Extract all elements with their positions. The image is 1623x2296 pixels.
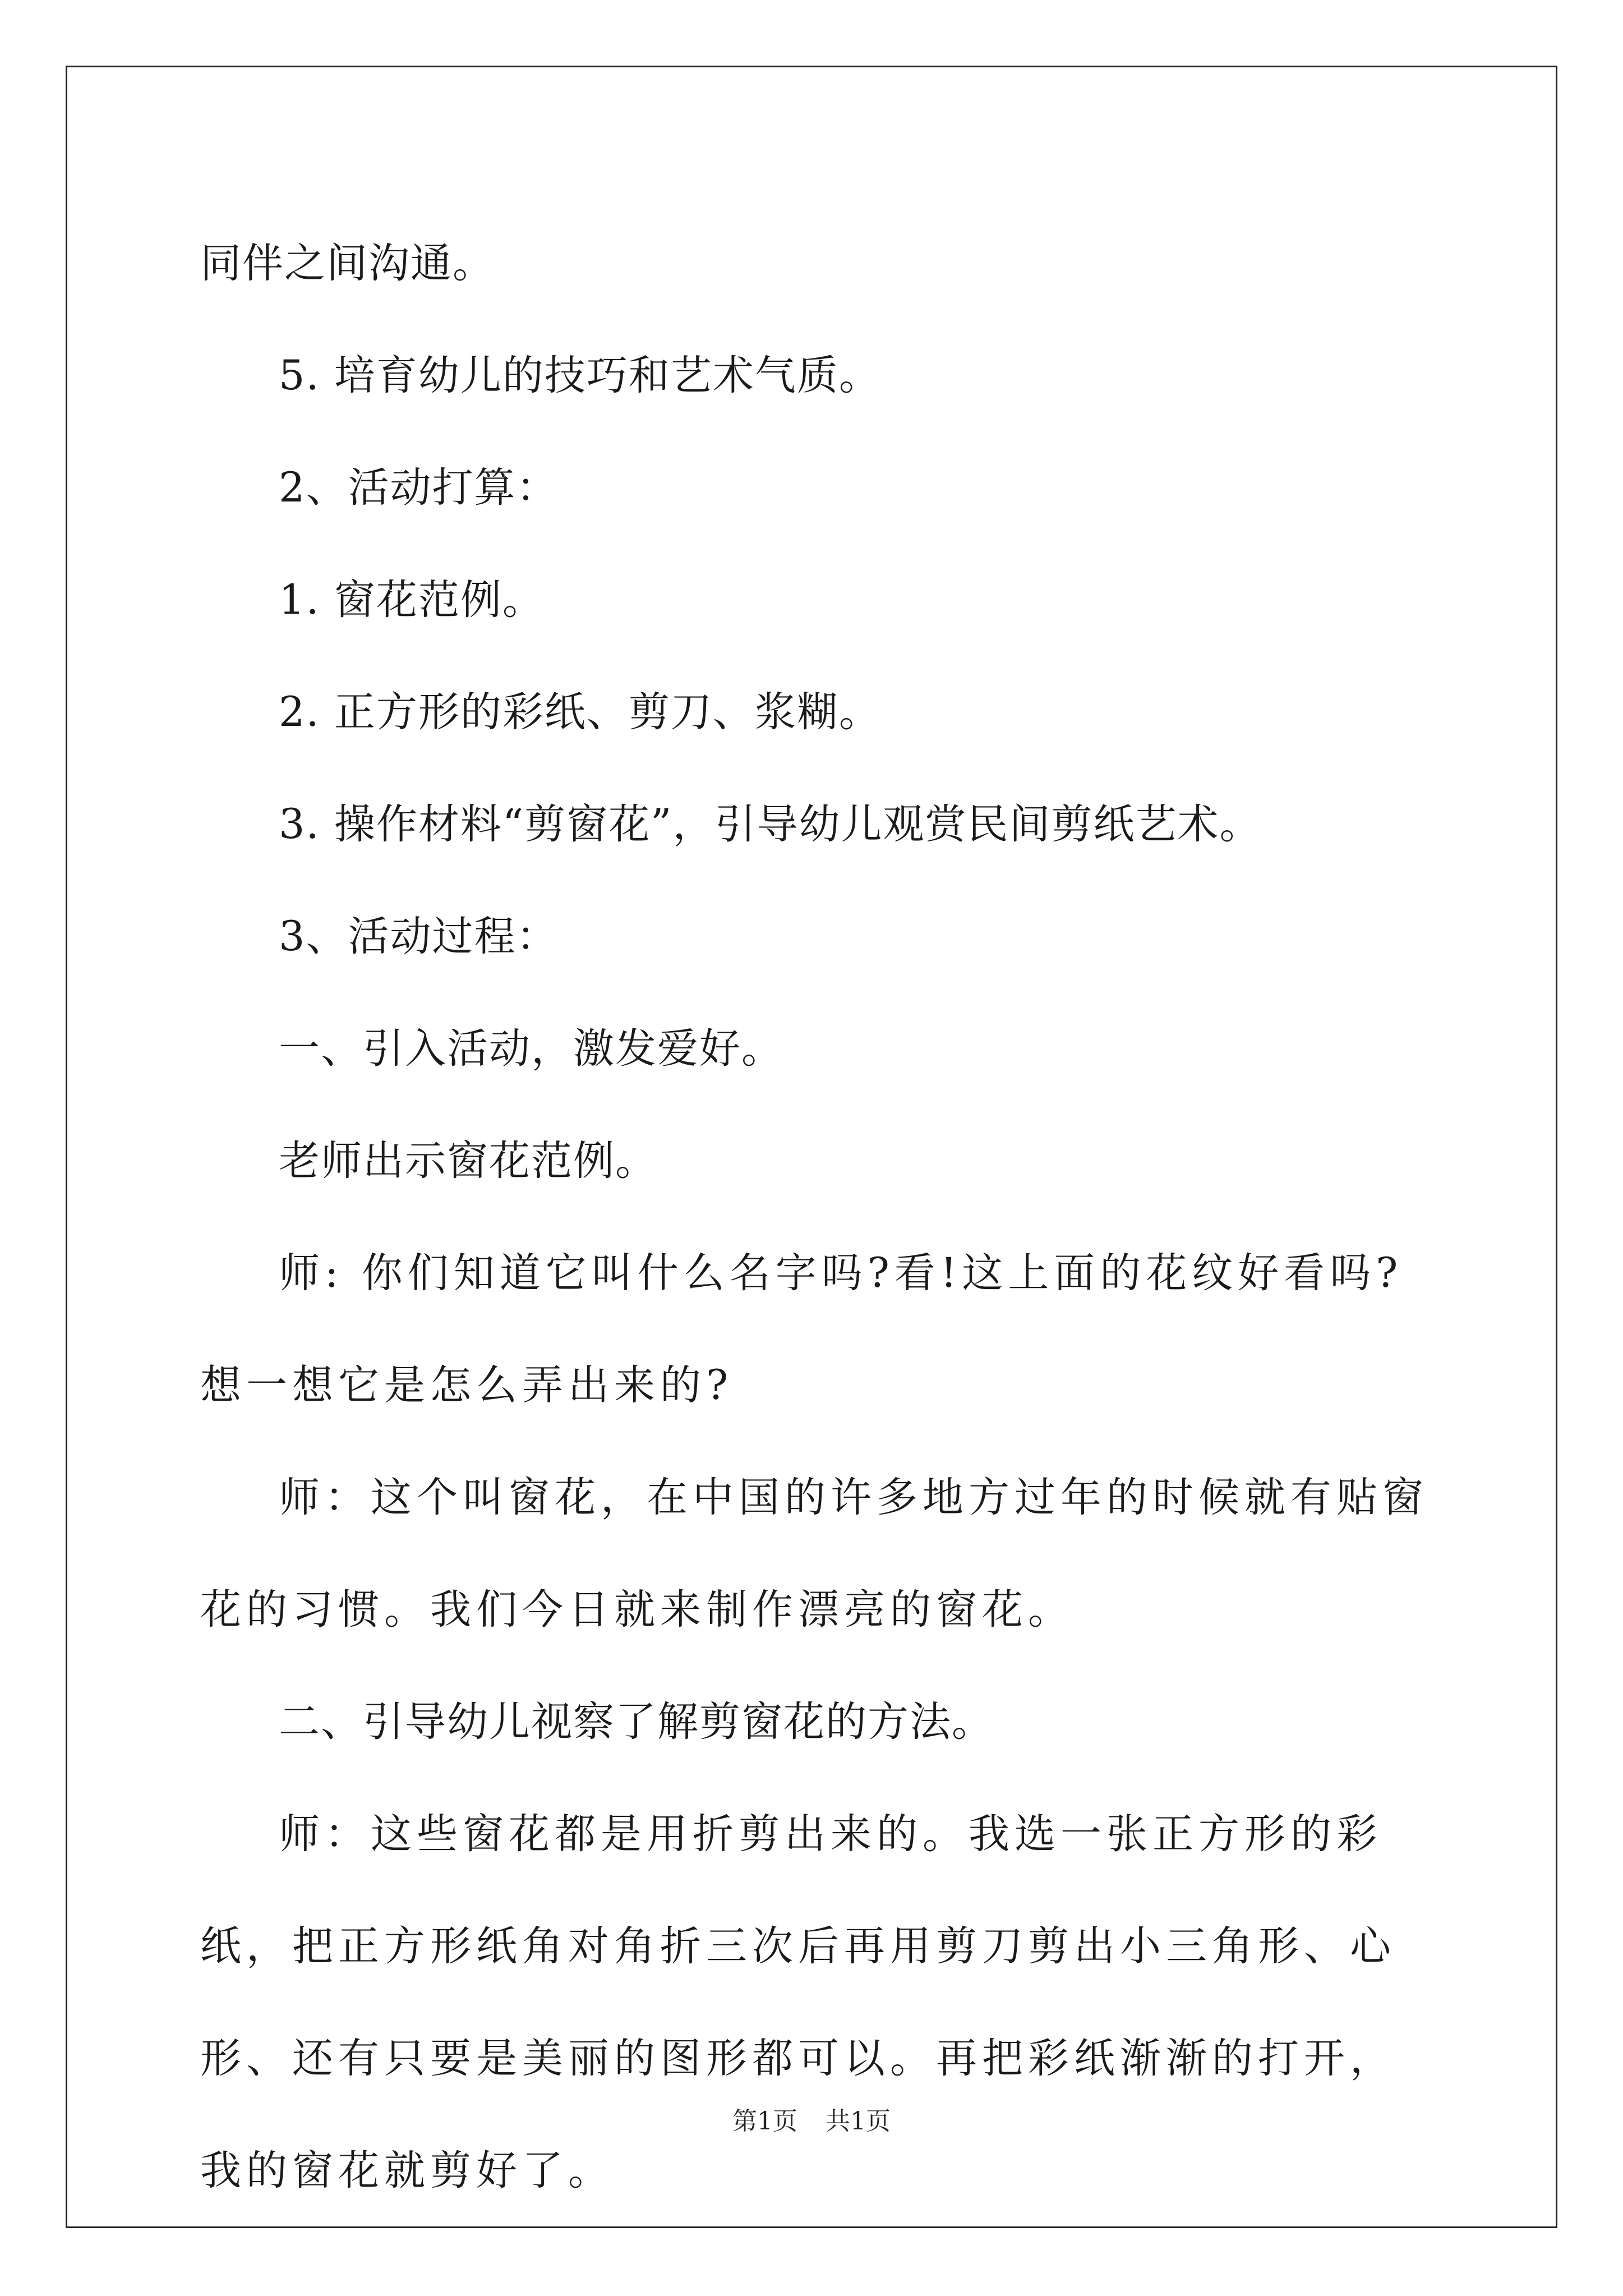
paragraph-goal-5: 5. 培育幼儿的技巧和艺术气质。 [279, 352, 881, 399]
paragraph-step-2: 二、引导幼儿视察了解剪窗花的方法。 [279, 1698, 994, 1746]
page-total: 共1页 [826, 2107, 891, 2136]
paragraph-prep-1: 1. 窗花范例。 [279, 576, 545, 624]
section-heading-preparation: 2、活动打算： [279, 464, 559, 512]
paragraph-prep-2: 2. 正方形的彩纸、剪刀、浆糊。 [279, 688, 881, 736]
paragraph-teacher-method: 师：这些窗花都是用折剪出来的。我选一张正方形的彩纸，把正方形纸角对角折三次后再用剪刀剪出小三角形、心形、还有只要是美丽的图形都可以。再把彩纸渐渐的打开，我的窗花就剪好了。 [200, 1810, 1396, 2194]
paragraph-prep-3: 3. 操作材料“剪窗花”，引导幼儿观赏民间剪纸艺术。 [279, 800, 1262, 848]
paragraph-teacher-shows: 老师出示窗花范例。 [279, 1137, 657, 1185]
paragraph-teacher-explain: 师：这个叫窗花，在中国的许多地方过年的时候就有贴窗花的习惯。我们今日就来制作漂亮的窗花。 [200, 1474, 1428, 1634]
page-number: 第1页 [732, 2107, 797, 2136]
paragraph-teacher-question: 师: 你们知道它叫什么名字吗?看!这上面的花纹好看吗?想一想它是怎么弄出来的? [200, 1249, 1403, 1409]
section-heading-process: 3、活动过程： [279, 913, 559, 960]
page-footer [0, 2101, 1623, 2137]
paragraph-continuation: 同伴之间沟通。 [200, 240, 495, 287]
document-body [200, 208, 1428, 2227]
paragraph-step-1: 一、引入活动，激发爱好。 [279, 1025, 783, 1073]
